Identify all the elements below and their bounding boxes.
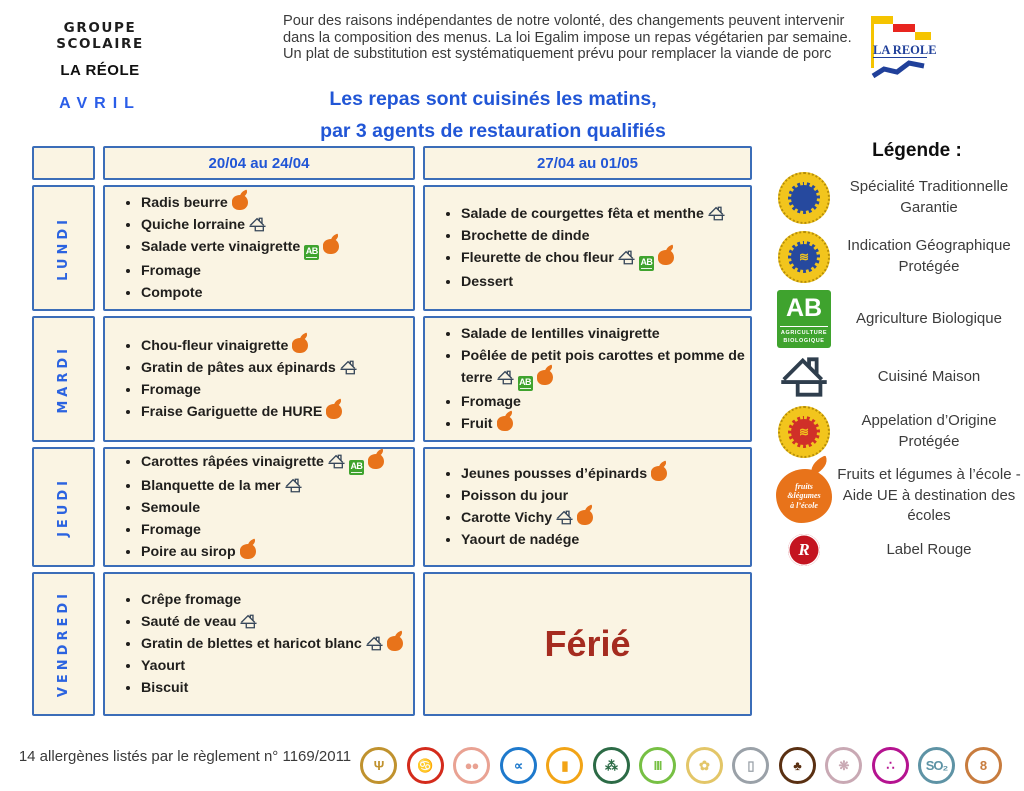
ab-bio-icon: AB AGRICULTURE BIOLOGIQUE xyxy=(777,290,831,348)
menu-item: • Fruit xyxy=(461,413,748,435)
menu-item: • Biscuit xyxy=(141,677,411,699)
menu-item: • Yaourt de nadége xyxy=(461,529,748,551)
menu-item: • Brochette de dinde xyxy=(461,225,748,247)
legend-label-fruits-legumes: Fruits et légumes à l’école - Aide UE à destination des écoles xyxy=(837,466,1021,525)
cell-jeudi-week1 xyxy=(103,447,415,567)
day-label-mardi: MARDI xyxy=(32,316,95,442)
menu-item: • Carottes râpées vinaigrette AB xyxy=(141,451,411,475)
legend-label-ab: Agriculture Biologique xyxy=(856,309,1002,327)
menu-item: • Chou-fleur vinaigrette xyxy=(141,335,411,357)
menu-item: • Quiche lorraine xyxy=(141,214,411,236)
day-label-vendredi: VENDREDI xyxy=(32,572,95,716)
ab-bio-icon: AB xyxy=(639,256,654,271)
menu-list-mardi-week2 xyxy=(431,323,748,435)
menu-item: • Blanquette de la mer xyxy=(141,475,411,497)
menu-item: • Sauté de veau xyxy=(141,611,411,633)
menu-list-jeudi-week1 xyxy=(111,451,411,563)
cuisine-maison-icon xyxy=(366,636,383,651)
allergen-celeri-icon: III xyxy=(639,747,676,784)
menu-item: • Poêlée de petit pois carottes et pomme de terre AB xyxy=(461,345,748,391)
month-title: AVRIL xyxy=(59,95,141,112)
allergen-sesame-icon: ∴ xyxy=(872,747,909,784)
menu-list-vendredi-week1 xyxy=(111,589,411,699)
fruits-legumes-icon xyxy=(577,510,593,525)
cuisine-maison-icon xyxy=(618,250,635,265)
allergen-gluten-icon: Ψ xyxy=(360,747,397,784)
fruits-legumes-icon xyxy=(292,338,308,353)
fruits-legumes-icon xyxy=(232,195,248,210)
tagline-line1: Les repas sont cuisinés les matins, xyxy=(329,88,657,110)
igp-badge-icon: ≋ xyxy=(778,231,830,283)
cuisine-maison-icon xyxy=(708,206,725,221)
cell-jeudi-week2 xyxy=(423,447,752,567)
menu-list-mardi-week1 xyxy=(111,335,411,423)
fruits-legumes-icon xyxy=(658,250,674,265)
allergen-lait-icon: ▯ xyxy=(732,747,769,784)
fruits-legumes-icon xyxy=(537,370,553,385)
fruits-legumes-icon xyxy=(240,544,256,559)
allergen-sulfites-icon: SO₂ xyxy=(918,747,955,784)
menu-item: • Crêpe fromage xyxy=(141,589,411,611)
menu-item: • Semoule xyxy=(141,497,411,519)
day-column-header-cell xyxy=(32,146,95,180)
menu-item: • Radis beurre xyxy=(141,192,411,214)
menu-item: • Fraise Gariguette de HURE xyxy=(141,401,411,423)
school-name-line1: GROUPE SCOLAIRE xyxy=(56,20,144,52)
allergen-fruits-a-coque-icon: ♣ xyxy=(779,747,816,784)
legend-label-label-rouge: Label Rouge xyxy=(886,540,972,558)
allergen-poisson-icon: ∝ xyxy=(500,747,537,784)
fruits-legumes-icon xyxy=(326,404,342,419)
cuisine-maison-icon xyxy=(285,478,302,493)
cell-lundi-week2 xyxy=(423,185,752,311)
legend-item-stg xyxy=(772,172,1022,224)
menu-item: • Salade verte vinaigrette AB xyxy=(141,236,411,260)
tagline-line2: par 3 agents de restauration qualifiés xyxy=(320,119,666,142)
legend-label-aop: Appelation d’Origine Protégée xyxy=(861,412,997,450)
week2-header: 27/04 au 01/05 xyxy=(423,146,752,180)
menu-item: • Yaourt xyxy=(141,655,411,677)
legend-item-igp xyxy=(772,231,1022,283)
legend-item-fruits-legumes xyxy=(772,465,1022,527)
fruits-legumes-icon xyxy=(368,454,384,469)
aop-badge-icon: ≋ xyxy=(778,406,830,458)
fruits-legumes-icon: fruits &légumes à l’école xyxy=(776,469,832,523)
label-rouge-icon: R xyxy=(788,534,820,566)
ab-bio-icon: AB xyxy=(349,460,364,475)
allergen-arachides-icon: 8 xyxy=(965,747,1002,784)
allergen-row xyxy=(360,747,1002,784)
cuisine-maison-icon xyxy=(249,217,266,232)
allergen-crustaces-icon: ♋ xyxy=(407,747,444,784)
cell-vendredi-week2-ferie: Férié xyxy=(423,572,752,716)
menu-item: • Fromage xyxy=(141,519,411,541)
fruits-legumes-icon xyxy=(651,466,667,481)
day-label-lundi: LUNDI xyxy=(32,185,95,311)
menu-item: • Fromage xyxy=(461,391,748,413)
menu-list-lundi-week2 xyxy=(431,203,748,293)
school-header xyxy=(20,20,180,113)
menu-item: • Jeunes pousses d’épinards xyxy=(461,463,748,485)
ab-bio-icon: AB xyxy=(518,376,533,391)
legend-item-aop xyxy=(772,406,1022,458)
legend-label-cuisine-maison: Cuisiné Maison xyxy=(877,367,981,385)
cell-vendredi-week1 xyxy=(103,572,415,716)
tagline xyxy=(262,84,724,147)
city-logo-icon xyxy=(864,10,938,86)
allergen-lupin-icon: ✿ xyxy=(686,747,723,784)
menu-item: • Salade de lentilles vinaigrette xyxy=(461,323,748,345)
menu-item: • Fromage xyxy=(141,379,411,401)
menu-item: • Dessert xyxy=(461,271,748,293)
legend-item-label-rouge xyxy=(772,534,1022,566)
menu-item: • Fleurette de chou fleur AB xyxy=(461,247,748,271)
city-logo xyxy=(864,10,938,86)
allergen-oeufs-icon: ●● xyxy=(453,747,490,784)
legend-label-igp: Indication Géographique Protégée xyxy=(847,237,1011,275)
menu-item: • Poire au sirop xyxy=(141,541,411,563)
ab-bio-icon: AB xyxy=(304,245,319,260)
cell-lundi-week1 xyxy=(103,185,415,311)
cuisine-maison-icon xyxy=(556,510,573,525)
menu-item: • Carotte Vichy xyxy=(461,507,748,529)
cuisine-maison-icon xyxy=(340,360,357,375)
menu-item: • Gratin de pâtes aux épinards xyxy=(141,357,411,379)
allergen-soja-icon: ⁂ xyxy=(593,747,630,784)
notice-text: Pour des raisons indépendantes de notre volonté, des changements peuvent intervenir dans la composition des menus. La loi Egalim impose un repas végétarien par semaine. Un plat de substitution est systématiquement prévu pour remplacer la viande de porc xyxy=(283,13,852,63)
menu-item: • Gratin de blettes et haricot blanc xyxy=(141,633,411,655)
stg-badge-icon xyxy=(778,172,830,224)
legend-title: Légende : xyxy=(872,140,962,161)
allergen-mollusques-icon: ❋ xyxy=(825,747,862,784)
menu-item: • Compote xyxy=(141,282,411,304)
fruits-legumes-icon xyxy=(323,239,339,254)
menu-table xyxy=(32,146,752,716)
fruits-legumes-icon xyxy=(387,636,403,651)
menu-list-lundi-week1 xyxy=(111,192,411,304)
menu-item: • Salade de courgettes fêta et menthe xyxy=(461,203,748,225)
week1-header: 20/04 au 24/04 xyxy=(103,146,415,180)
cuisine-maison-icon xyxy=(240,614,257,629)
cell-mardi-week1 xyxy=(103,316,415,442)
cuisine-maison-icon xyxy=(328,454,345,469)
legend-label-stg: Spécialité Traditionnelle Garantie xyxy=(849,178,1009,216)
cuisine-maison-icon xyxy=(780,355,828,399)
menu-item: • Fromage xyxy=(141,260,411,282)
school-name-line2: LA RÉOLE xyxy=(60,62,140,79)
allergen-note: 14 allergènes listés par le règlement n° 1169/2011 xyxy=(18,748,352,765)
svg-text:LA REOLE: LA REOLE xyxy=(873,43,937,57)
legend-item-cuisine-maison xyxy=(772,355,1022,399)
legend-item-ab xyxy=(772,290,1022,348)
menu-list-jeudi-week2 xyxy=(431,463,748,551)
fruits-legumes-icon xyxy=(497,416,513,431)
menu-item: • Poisson du jour xyxy=(461,485,748,507)
cuisine-maison-icon xyxy=(497,370,514,385)
cell-mardi-week2 xyxy=(423,316,752,442)
allergen-moutarde-icon: ▮ xyxy=(546,747,583,784)
legend xyxy=(772,140,1022,573)
day-label-jeudi: JEUDI xyxy=(32,447,95,567)
